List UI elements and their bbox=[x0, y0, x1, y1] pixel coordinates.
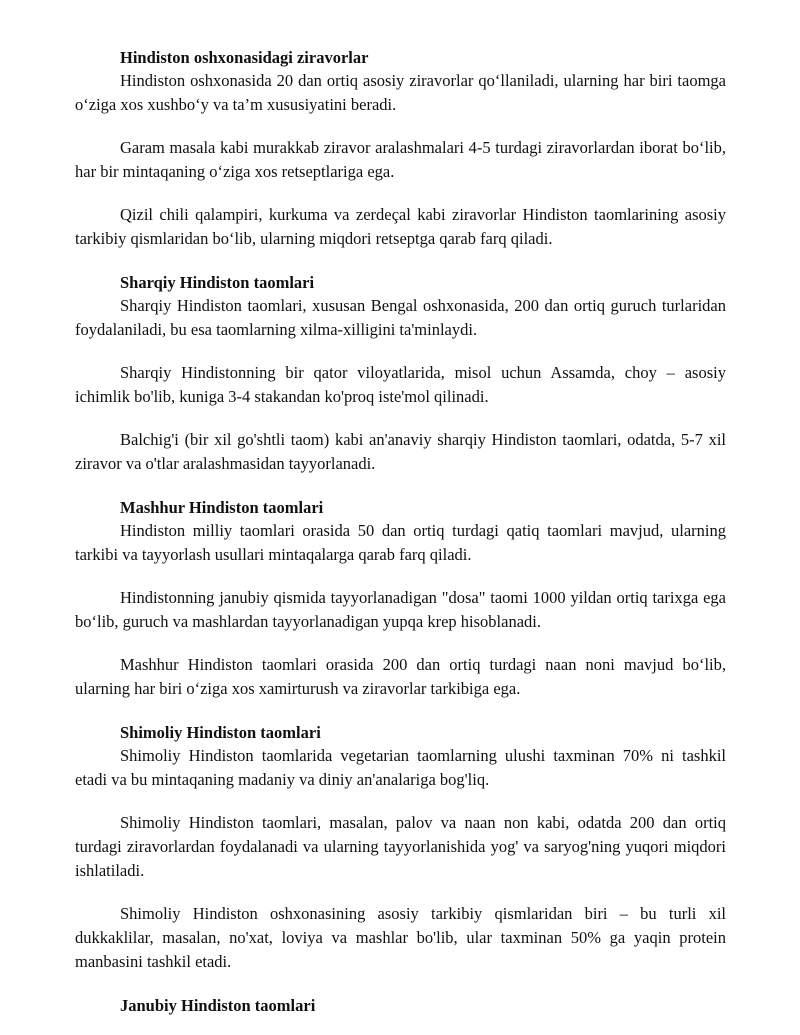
paragraph: Sharqiy Hindistonning bir qator viloyatlarida, misol uchun Assamda, choy – asosiy ichimlik bo'lib, kuniga 3-4 stakandan ko'proq iste'mol qilinadi. bbox=[75, 363, 726, 406]
document-page bbox=[75, 46, 726, 1017]
section-south-india bbox=[75, 994, 726, 1017]
paragraph: Shimoliy Hindiston taomlari, masalan, palov va naan non kabi, odatda 200 dan ortiq turdagi ziravorlardan foydalanadi va ularning tayyorlanishida yog' va saryog'ning yuqori miqdori ishlatiladi. bbox=[75, 813, 726, 880]
paragraph: Balchig'i (bir xil go'shtli taom) kabi an'anaviy sharqiy Hindiston taomlari, odatda, 5-7 xil ziravor va o'tlar aralashmasidan tayyorlanadi. bbox=[75, 430, 726, 473]
paragraph: Shimoliy Hindiston taomlarida vegetarian taomlarning ulushi taxminan 70% ni tashkil etadi va bu mintaqaning madaniy va diniy an'analariga bog'liq. bbox=[75, 746, 726, 789]
section-heading: Shimoliy Hindiston taomlari bbox=[120, 723, 321, 742]
paragraph: Garam masala kabi murakkab ziravor aralashmalari 4-5 turdagi ziravorlardan iborat bo‘lib, har bir mintaqaning o‘ziga xos retseptlariga ega. bbox=[75, 138, 726, 181]
section-heading: Mashhur Hindiston taomlari bbox=[120, 498, 324, 517]
section-heading: Sharqiy Hindiston taomlari bbox=[120, 273, 315, 292]
section-east-india bbox=[75, 271, 726, 476]
paragraph: Hindiston oshxonasida 20 dan ortiq asosiy ziravorlar qo‘llaniladi, ularning har biri taomga o‘ziga xos xushbo‘y va ta’m xususiyatini beradi. bbox=[75, 71, 726, 114]
paragraph: Qizil chili qalampiri, kurkuma va zerdeçal kabi ziravorlar Hindiston taomlarining asosiy tarkibiy qismlaridan bo‘lib, ularning miqdori retseptga qarab farq qiladi. bbox=[75, 205, 726, 248]
paragraph: Sharqiy Hindiston taomlari, xususan Bengal oshxonasida, 200 dan ortiq guruch turlaridan foydalaniladi, bu esa taomlarning xilma-xilligini ta'minlaydi. bbox=[75, 296, 726, 339]
section-heading: Hindiston oshxonasidagi ziravorlar bbox=[120, 48, 369, 67]
paragraph: Hindiston milliy taomlari orasida 50 dan ortiq turdagi qatiq taomlari mavjud, ularning tarkibi va tayyorlash usullari mintaqalarga qarab farq qiladi. bbox=[75, 521, 726, 564]
section-famous-dishes bbox=[75, 496, 726, 701]
paragraph: Hindistonning janubiy qismida tayyorlanadigan "dosa" taomi 1000 yildan ortiq tarixga ega bo‘lib, guruch va mashlardan tayyorlanadigan yupqa krep hisoblanadi. bbox=[75, 588, 726, 631]
section-spices bbox=[75, 46, 726, 251]
section-heading: Janubiy Hindiston taomlari bbox=[120, 996, 316, 1015]
paragraph: Mashhur Hindiston taomlari orasida 200 dan ortiq turdagi naan noni mavjud bo‘lib, ularning har biri o‘ziga xos xamirturush va ziravorlar tarkibiga ega. bbox=[75, 655, 726, 698]
paragraph: Shimoliy Hindiston oshxonasining asosiy tarkibiy qismlaridan biri – bu turli xil dukkaklilar, masalan, no'xat, loviya va mashlar bo'lib, ular taxminan 50% ga yaqin protein manbasini tashkil etadi. bbox=[75, 904, 726, 971]
section-north-india bbox=[75, 721, 726, 974]
